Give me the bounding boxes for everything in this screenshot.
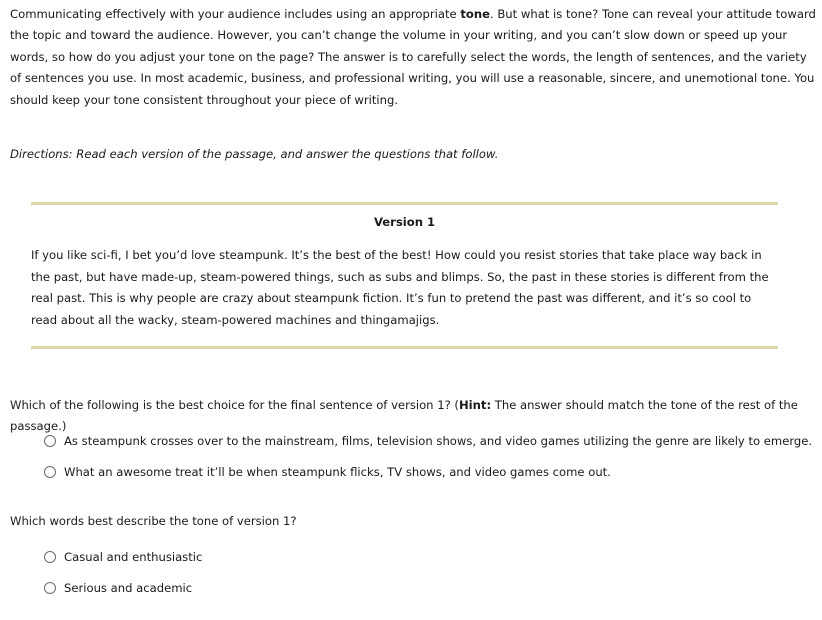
question-2-prompt: Which words best describe the tone of version 1? <box>10 514 297 528</box>
question-1-text-after-hint: The answer should match the tone of the rest of the passage.) <box>10 398 798 433</box>
passage-bottom-divider <box>31 346 778 349</box>
question-1-text-before-hint: Which of the following is the best choice for the final sentence of version 1? ( <box>10 398 459 412</box>
option-label: As steampunk crosses over to the mainstream, films, television shows, and video games utilizing the genre are likely to emerge. <box>64 434 813 448</box>
radio-button[interactable] <box>44 435 56 447</box>
radio-button[interactable] <box>44 551 56 563</box>
intro-bold-term: tone <box>460 7 490 21</box>
passage-text: If you like sci-fi, I bet you’d love steampunk. It’s the best of the best! How could you resist stories that take place way back in the past, but have made-up, steam-powered things, such as subs and blimps. So, the past in these stories is different from the real past. This is why people are crazy about steampunk fiction. It’s fun to pretend the past was different, and it’s so cool to read about all the wacky, steam-powered machines and thingamajigs. <box>31 248 769 327</box>
question-2-option-1[interactable] <box>44 547 202 567</box>
passage-top-divider <box>31 202 778 205</box>
question-1-option-1[interactable] <box>44 431 812 451</box>
question-1-hint-label: Hint: <box>458 398 492 412</box>
intro-text-part2: . But what is tone? Tone can reveal your attitude toward the topic and toward the audience. However, you can’t change the volume in your writing, and you can’t slow down or speed up your words, so how do you adjust your tone on the page? The answer is to carefully select the words, the length of sentences, and the variety of sentences you use. In most academic, business, and professional writing, you will use a reasonable, sincere, and unemotional tone. You should keep your tone consistent throughout your piece of writing. <box>10 7 816 107</box>
intro-paragraph <box>10 4 816 111</box>
passage-title: Version 1 <box>373 215 436 229</box>
question-1-option-2[interactable] <box>44 462 611 482</box>
intro-text-part1: Communicating effectively with your audience includes using an appropriate <box>10 7 461 21</box>
radio-button[interactable] <box>44 582 56 594</box>
radio-button[interactable] <box>44 466 56 478</box>
option-label: Casual and enthusiastic <box>64 550 203 564</box>
question-2-option-2[interactable] <box>44 578 192 598</box>
option-label: Serious and academic <box>64 581 193 595</box>
option-label: What an awesome treat it’ll be when steampunk flicks, TV shows, and video games come out. <box>64 465 611 479</box>
directions-text: Directions: Read each version of the passage, and answer the questions that follow. <box>10 147 499 161</box>
